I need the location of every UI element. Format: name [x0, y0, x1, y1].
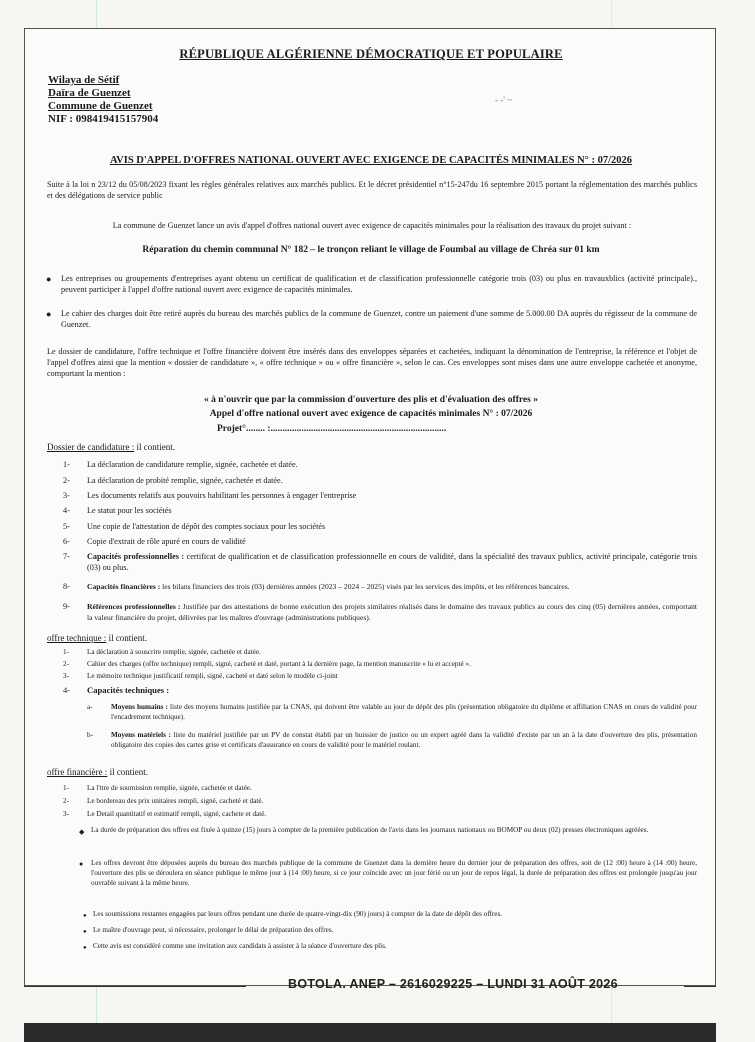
list-item — [63, 796, 697, 806]
item-number: 2- — [63, 797, 69, 805]
sub-list-item — [87, 702, 697, 724]
final-bullet-text: Les offres devront être déposées auprès du bureau des marchés publique de la commune de Guenzet dans la dernière heure du dernier jour de préparation des offres, soit de (12 :00) heure à (14 :00) heure, l'ouverture des plis se déroulera en séance publique le même jour à (14 :00) heure, si ce jour coïncide avec un jour férié ou un jour de repos légal, la durée de préparation des offres est prolongée jusqu'au jour ouvrable suivant à la même heure. — [91, 859, 697, 887]
project-title: Réparation du chemin communal N° 182 – le tronçon reliant le village de Foumbal au village de Chréa sur 01 km — [142, 245, 600, 255]
item-text — [87, 601, 697, 623]
item-text — [111, 702, 697, 722]
item-bold-label: Références professionnelles : — [87, 602, 183, 611]
item-text: La l'ttre de soumission remplie, signée, cachetée et datée. — [87, 784, 252, 792]
list-item — [63, 685, 697, 696]
bullet-icon: ● — [46, 309, 52, 319]
list-item — [63, 581, 697, 592]
item-number: 4- — [63, 685, 71, 695]
item-body: les bilans financiers des trois (03) dernières années (2023 – 2024 – 2025) visés par les services des impôts, et les références bancaires. — [162, 582, 570, 591]
mention-line-1: « à n'ouvrir que par la commission d'ouverture des plis et d'évaluation des offres » — [204, 395, 538, 405]
item-number: 3- — [63, 491, 70, 500]
scan-edge-bar — [24, 1023, 716, 1042]
list-item — [63, 551, 697, 573]
item-text — [87, 581, 697, 592]
notice-sheet — [24, 28, 716, 986]
item-text: Le mémoire technique justificatif rempli, signé, cacheté et daté selon le modèle ci-joint — [87, 672, 338, 680]
list-item — [63, 521, 697, 532]
diamond-bullet-icon: ◆ — [79, 828, 85, 836]
list-item — [63, 536, 697, 547]
list-item — [63, 671, 697, 681]
final-bullet-text: Cette avis est considéré comme une invitation aux candidats à assister à la séance d'ouverture des plis. — [93, 942, 387, 950]
dossier-candidature-heading — [47, 442, 175, 452]
section-label: offre technique : — [47, 633, 107, 643]
section-suffix: il contient. — [107, 767, 149, 777]
item-number: 7- — [63, 552, 70, 561]
item-number: 2- — [63, 660, 69, 668]
item-text — [111, 730, 697, 750]
footer-rule — [684, 986, 716, 987]
section-suffix: il contient. — [134, 442, 175, 452]
mention-line-3: Projet°........ :.......................................................................... — [217, 424, 447, 434]
lance-paragraph: La commune de Guenzet lance un avis d'appel d'offres national ouvert avec exigence de capacités minimales pour la réalisation des travaux du projet suivant : — [112, 221, 632, 230]
item-number: 6- — [63, 537, 70, 546]
bullet-icon: ● — [46, 274, 52, 284]
list-item — [63, 459, 697, 470]
item-number: 1- — [63, 784, 69, 792]
daira-line: Daïra de Guenzet — [48, 87, 131, 99]
item-text: La déclaration à souscrire remplie, signée, cachetée et datée. — [87, 648, 261, 656]
footer-rule — [24, 986, 246, 987]
list-item — [63, 505, 697, 516]
list-item — [63, 783, 697, 793]
item-text: Le bordereau des prix unitaires rempli, signé, cacheté et daté. — [87, 797, 264, 805]
list-item — [63, 601, 697, 623]
item-number: 3- — [63, 810, 69, 818]
section-label: offre financière : — [47, 767, 108, 777]
sub-list-item — [87, 730, 697, 752]
publication-reference: BOTOLA. ANEP – 2616029225 – LUNDI 31 AOÛT 2026 — [288, 977, 618, 991]
bullet-icon: ● — [83, 913, 87, 919]
item-text: Une copie de l'attestation de dépôt des comptes sociaux pour les sociétés — [87, 522, 326, 531]
item-number: 3- — [63, 672, 69, 680]
offre-technique-heading — [47, 633, 147, 643]
item-text — [87, 685, 697, 696]
item-number: 8- — [63, 582, 70, 591]
item-text — [87, 551, 697, 573]
item-text: Le Detail quantitatif et estimatif rempli, signé, cachete et daté. — [87, 810, 267, 818]
republic-heading: RÉPUBLIQUE ALGÉRIENNE DÉMOCRATIQUE ET POPULAIRE — [179, 47, 563, 61]
bullet-icon: ● — [83, 945, 87, 951]
item-body: certificat de qualification et de classification professionnelle en cours de validité, dans la spécialité des travaux publics, activité principale, catégorie trois (03) ou plus. — [87, 552, 697, 572]
item-number: 4- — [63, 506, 70, 515]
bullet-text: Les entreprises ou groupements d'entreprises ayant obtenu un certificat de qualification et de classification professionnelle catégorie trois (03) ou plus en travauxblics (activité principale)., peuvent participer à l'appel d'offre national ouvert avec exigence de capacités minimales. — [61, 274, 697, 294]
item-bold-label: Capacités techniques : — [87, 685, 170, 695]
item-text: Les documents relatifs aux pouvoirs habilitant les personnes à engager l'entreprise — [87, 491, 357, 500]
list-item — [63, 475, 697, 486]
item-text: La déclaration de probité remplie, signée, cachetée et datée. — [87, 476, 283, 485]
bullet-icon: ● — [83, 929, 87, 935]
section-label: Dossier de candidature : — [47, 442, 135, 452]
final-bullet-text: La durée de préparation des offres est fixée à quinze (15) jours à compter de la première publication de l'avis dans les journaux nationaux ou BOMOP ou deux (02) presses électroniques agréées. — [91, 826, 649, 834]
dossier-paragraph: Le dossier de candidature, l'offre technique et l'offre financière doivent être insérés dans des enveloppes séparées et cachetées, indiquant la dénomination de l'entreprise, la référence et l'objet de l'appel d'offres ainsi que la mention « dossier de candidature », « offre technique » ou « offre financière », selon le cas. Ces enveloppes sont mises dans une autre enveloppe cachetée et anonyme, comportant la mention : — [47, 347, 697, 378]
final-bullet-text: Les soumissions restantes engagées par leurs offres pendant une durée de quatre-vingt-dix (90) jours) à compter de la date de dépôt des offres. — [93, 910, 503, 918]
wilaya-line: Wilaya de Sétif — [48, 74, 120, 86]
item-bold-label: Capacités financières : — [87, 582, 163, 591]
stray-mark: - -' ~ — [495, 95, 512, 105]
item-number: 5- — [63, 522, 70, 531]
commune-line: Commune de Guenzet — [48, 100, 153, 112]
section-suffix: il contient. — [106, 633, 148, 643]
item-text: Cahier des charges (offre technique) rempli, signé, cacheté et daté, portant à la dernière page, la mention manuscrite « lu et accepté ». — [87, 660, 471, 668]
item-number: b- — [87, 731, 93, 739]
offre-financiere-heading — [47, 767, 148, 777]
item-bold-label: Moyens humains : — [111, 703, 171, 711]
item-body: liste du matériel justifiée par un PV de constat établi par un huissier de justice ou un expert agréé dans la validité d'existe par un an à la date d'ouverture des plis, présentation obligatoire des copies des cartes grise et certificats d'assurance en cours de validité pour le matériel roulant. — [111, 731, 697, 749]
list-item — [63, 659, 697, 669]
issuer-block — [48, 74, 158, 126]
nif-line: NIF : 098419415157904 — [48, 113, 159, 125]
item-bold-label: Moyens matériels : — [111, 731, 174, 739]
list-item — [63, 809, 697, 819]
item-text: La déclaration de candidature remplie, signée, cachetée et datée. — [87, 460, 298, 469]
item-body: liste des moyens humains justifiée par la CNAS, qui doivent être valable au jour de dépôt des plis (présentation obligatoire du diplôme et affiliation CNAS en cours de validité pour l'encadrement technique). — [111, 703, 697, 721]
item-text: Copie d'extrait de rôle apuré en cours de validité — [87, 537, 246, 546]
list-item — [63, 647, 697, 657]
item-text: Le statut pour les sociétés — [87, 506, 172, 515]
avis-title: AVIS D'APPEL D'OFFRES NATIONAL OUVERT AVEC EXIGENCE DE CAPACITÉS MINIMALES N° : 07/2026 — [109, 155, 633, 166]
item-number: 1- — [63, 648, 69, 656]
item-bold-label: Capacités professionnelles : — [87, 552, 187, 561]
item-number: 2- — [63, 476, 70, 485]
list-item — [63, 490, 697, 501]
final-bullet-text: Le maître d'ouvrage peut, si nécessaire, prolonger le délai de préparation des offres. — [93, 926, 334, 934]
mention-line-2: Appel d'offre national ouvert avec exigence de capacités minimales N° : 07/2026 — [209, 409, 533, 419]
bullet-text: Le cahier des charges doit être retiré auprès du bureau des marchés publics de la commune de Guenzet, contre un paiement d'une somme de 5.000.00 DA auprès du régisseur de la commune de Guenzet. — [61, 309, 697, 329]
intro-paragraph: Suite à la loi n 23/12 du 05/08/2023 fixant les règles générales relatives aux marchés publics. Et le décret présidentiel n°15-247du 16 septembre 2015 portant la réglementation des marchés publics et des délégations de service public — [47, 180, 697, 200]
bullet-icon: ● — [79, 860, 84, 868]
item-number: 9- — [63, 602, 70, 611]
item-number: a- — [87, 703, 93, 711]
item-number: 1- — [63, 460, 70, 469]
item-body: Justifiée par des attestations de bonne exécution des projets similaires réalisés dans le domaine des travaux publics au cours des cinq (05) dernières années, comportant la valeur financière du projet, délivrées par les maîtres d'ouvrage (administrations publiques). — [87, 602, 697, 622]
